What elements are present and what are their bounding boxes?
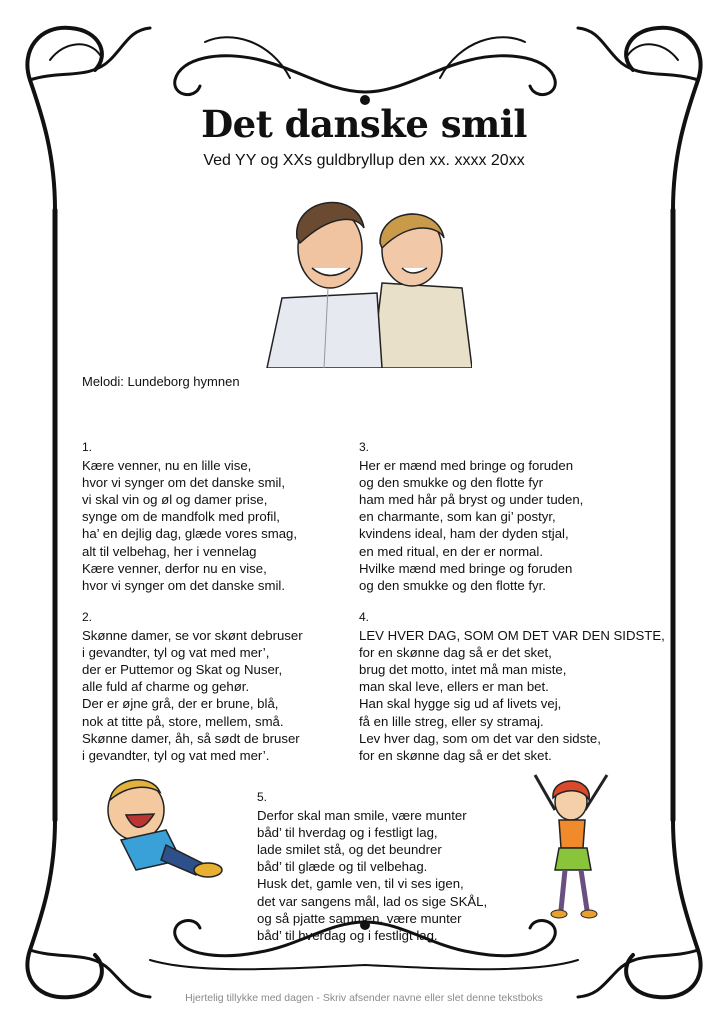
- verse-text: Skønne damer, se vor skønt debruser i gevandter, tyl og vat med mer’, der er Puttemor og Skat og Nuser, alle fuld af charme og gehør. Der er øjne grå, der er brune, blå, nok at titte på, store, mellem, små. Skønne damer, åh, så sødt de bruser i gevandter, tyl og vat med mer’.: [82, 627, 303, 764]
- footer-note[interactable]: Hjertelig tillykke med dagen - Skriv afsender navne eller slet denne tekstboks: [185, 992, 543, 1004]
- melody-line: Melodi: Lundeborg hymnen: [82, 374, 240, 389]
- verse-text: LEV HVER DAG, SOM OM DET VAR DEN SIDSTE, for en skønne dag så er det sket, brug det motto, intet må man miste, man skal leve, ellers er man bet. Han skal hygge sig ud af livets vej, få en lille streg, eller sy stramaj. Lev hver dag, som om det var den sidste, for en skønne dag så er det sket.: [359, 627, 665, 764]
- verse-text: Kære venner, nu en lille vise, hvor vi synger om det danske smil, vi skal vin og øl og damer prise, synge om de mandfolk med profil, ha’ en dejlig dag, glæde vores smag, alt til velbehag, her i vennelag Kære venner, derfor nu en vise, hvor vi synger om det danske smil.: [82, 457, 298, 594]
- verse-text: Derfor skal man smile, være munter båd’ til hverdag og i festligt lag, lade smilet stå, og det beundrer båd’ til glæde og til velbehag. Husk det, gamle ven, til vi ses igen, det var sangens mål, lad os sige SKÅL, og så pjatte sammen, være munter båd’ til hverdag og i festligt lag.: [257, 807, 488, 944]
- verse-number: 2.: [82, 610, 93, 625]
- verse-text: Her er mænd med bringe og foruden og den smukke og den flotte fyr ham med hår på bryst og under tuden, en charmante, som kan gi’ postyr, kvindens ideal, ham der dyden stjal, en med ritual, en der er normal. Hvilke mænd med bringe og foruden og den smukke og den flotte fyr.: [359, 457, 584, 594]
- verse-number: 1.: [82, 440, 93, 455]
- verse-2: [82, 575, 303, 764]
- verse-number: 4.: [359, 610, 370, 625]
- verse-number: 5.: [257, 790, 268, 805]
- verse-number: 3.: [359, 440, 370, 455]
- verse-5: [257, 755, 487, 944]
- verse-4: [359, 575, 665, 764]
- page-title: Det danske smil: [201, 102, 527, 146]
- dancing-woman-cartoon: [525, 770, 617, 922]
- verse-3: [359, 405, 583, 594]
- couple-illustration: [262, 188, 472, 368]
- laughing-man-cartoon: [96, 770, 224, 886]
- page-subtitle: Ved YY og XXs guldbryllup den xx. xxxx 20xx: [203, 152, 525, 169]
- verse-1: [82, 405, 297, 594]
